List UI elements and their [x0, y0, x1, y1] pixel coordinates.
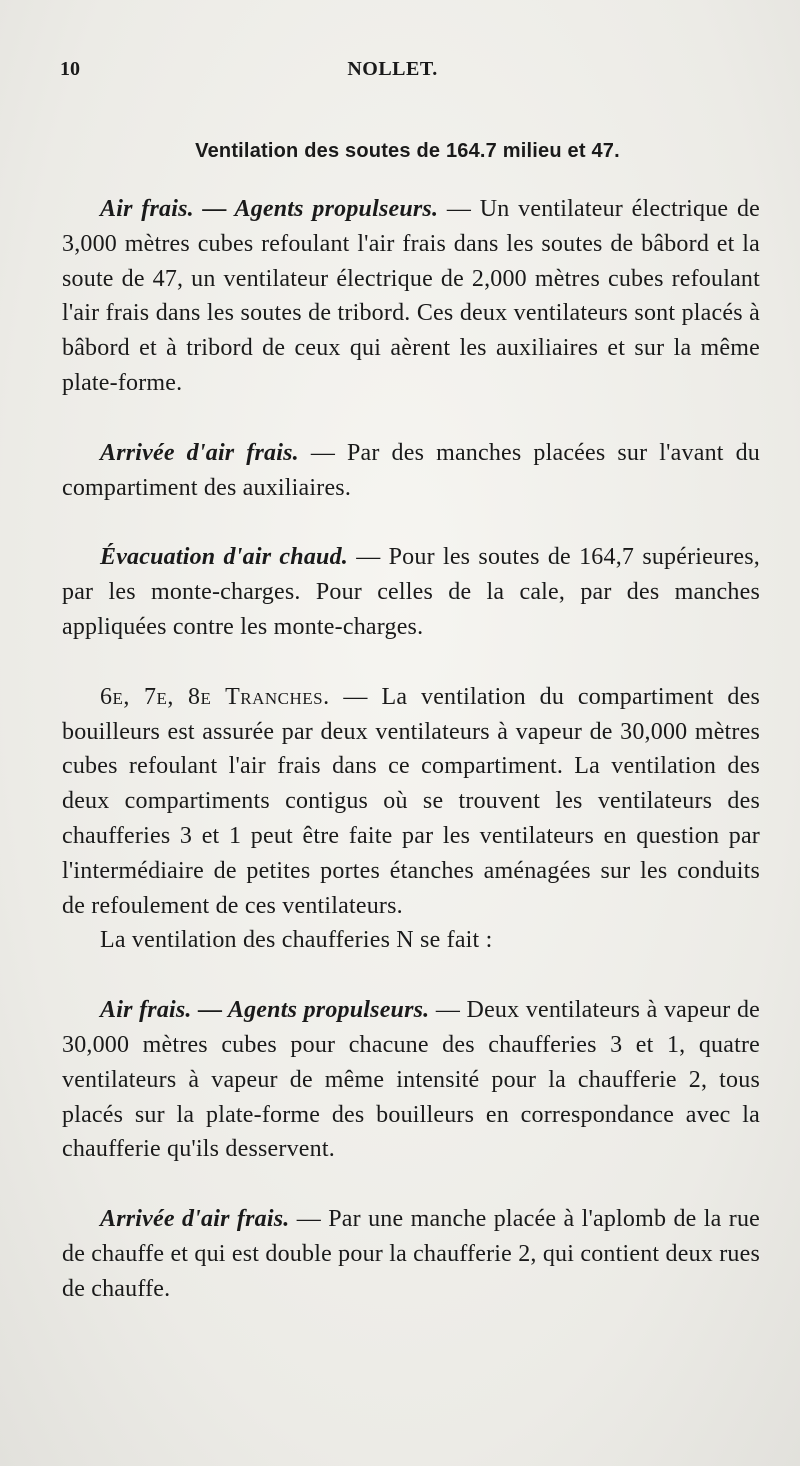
paragraph-lead: Arrivée d'air frais. [100, 1206, 290, 1233]
running-title: NOLLET. [347, 58, 438, 80]
paragraph-lead: Évacuation d'air chaud. [100, 544, 348, 571]
paragraph-lead: 6e, 7e, 8e Tranches. [100, 683, 330, 710]
paragraph-text: — Deux ventilateurs à vapeur de 30,000 mètres cubes pour chacune des chaufferies 3 et 1, quatre ventilateurs à vapeur de même intensité pour la chaufferie 2, tous placés sur la plate-forme des bouilleurs en correspondance avec la chaufferie qu'ils desservent. [62, 997, 760, 1163]
paragraph-lead: Air frais. — Agents propulseurs. [100, 997, 430, 1024]
paragraph-evacuation-air [62, 540, 760, 644]
paragraph-text: — Par une manche placée à l'aplomb de la rue de chauffe et qui est double pour la chaufferie 2, qui contient deux rues de chauffe. [62, 1206, 761, 1302]
paragraph-lead: Air frais. — Agents propulseurs. [100, 196, 439, 222]
paragraph-arrivee-air-chaufferies [62, 1202, 760, 1306]
paragraph-text: La ventilation des chaufferies N se fait : [100, 927, 493, 954]
paragraph-lead: Arrivée d'air frais. [100, 439, 299, 466]
page-number: 10 [60, 58, 80, 80]
running-head [60, 58, 755, 88]
paragraph-text: — Pour les soutes de 164,7 supérieures, par les monte-charges. Pour celles de la cale, par des manches appliquées contre les monte-charges. [62, 544, 761, 640]
paragraph-text: — Par des manches placées sur l'avant du compartiment des auxiliaires. [62, 439, 760, 501]
paragraph-text: — La ventilation du compartiment des bouilleurs est assurée par deux ventilateurs à vapeur de 30,000 mètres cubes refoulant l'air frais dans ce compartiment. La ventilation des deux compartiments contigus où se trouvent les ventilateurs des chaufferies 3 et 1 peut être faite par les ventilateurs en question par l'intermédiaire de petites portes étanches aménagées sur les conduits de refoulement de ces ventilateurs. [62, 683, 760, 919]
paragraph-air-frais-chaufferies [62, 993, 760, 1167]
paragraph-text: — Un ventilateur électrique de 3,000 mètres cubes refoulant l'air frais dans les soutes de bâbord et la soute de 47, un ventilateur électrique de 2,000 mètres cubes refoulant l'air frais dans les soutes de tribord. Ces deux ventilateurs sont placés à bâbord et à tribord de ceux qui aèrent les auxiliaires et sur la même plate-forme. [62, 196, 760, 396]
section-heading: Ventilation des soutes de 164.7 milieu et 47. [195, 140, 620, 162]
body-text [62, 192, 760, 1307]
paragraph-ventilation-chaufferies [62, 923, 760, 958]
paragraph-tranches [62, 680, 760, 924]
paragraph-arrivee-air-soutes [62, 436, 760, 506]
paragraph-air-frais-soutes [62, 192, 760, 401]
